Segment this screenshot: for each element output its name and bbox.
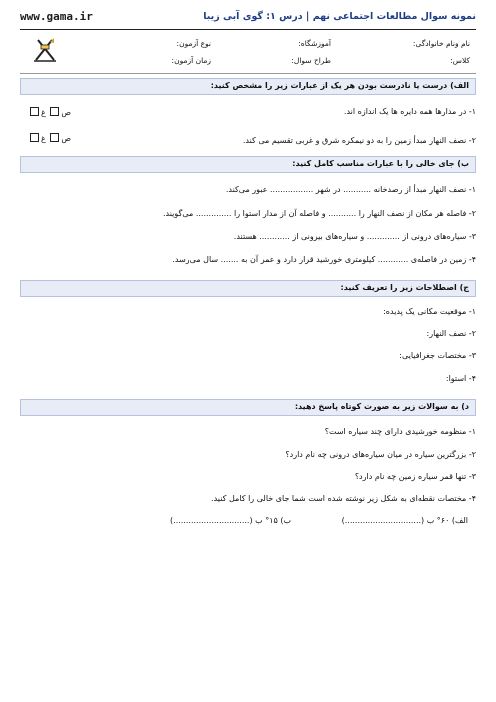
question-c3: ۳- مختصات جغرافیایی:: [399, 351, 476, 360]
question-c4: ۴- استوا:: [445, 374, 476, 383]
question-d1: ۱- منظومه خورشیدی دارای چند سیاره است؟: [324, 427, 476, 436]
question-b4: ۴- زمین در فاصله‌ی ............ کیلومتری خورشید قرار دارد و عمر آن به ....... سال می‌رسد.: [172, 255, 476, 264]
true-false-a2: [28, 133, 71, 143]
true-label: ص: [61, 134, 71, 143]
question-b2: ۲- فاصله هر مکان از نصف النهار را ........... و فاصله آن از مدار استوا را .............. می‌گویند.: [163, 209, 476, 218]
question-c1: ۱- موقعیت مکانی یک پدیده:: [383, 307, 476, 316]
true-checkbox[interactable]: [50, 133, 59, 142]
question-c2: ۲- نصف النهار:: [426, 329, 476, 338]
pencil-ruler-icon: [32, 37, 58, 63]
school-field: آموزشگاه:: [298, 39, 331, 48]
question-d2: ۲- بزرگترین سیاره در میان سیاره‌های درونی چه نام دارد؟: [285, 450, 476, 459]
question-a1: ۱- در مدارها همه دایره ها یک اندازه اند.: [343, 107, 476, 116]
question-b3: ۳- سیاره‌های درونی از ............. و سیاره‌های بیرونی از ............ هستند.: [233, 232, 476, 241]
section-b-title: ب) جای خالی را با عبارات مناسب کامل کنید:: [20, 156, 476, 173]
exam-time-field: زمان آزمون:: [171, 56, 211, 65]
section-short-answer: [20, 399, 476, 539]
designer-field: طراح سوال:: [291, 56, 331, 65]
exam-type-field: نوع آزمون:: [176, 39, 211, 48]
question-d3: ۳- تنها قمر سیاره زمین چه نام دارد؟: [354, 472, 476, 481]
section-fill-blank: [20, 156, 476, 276]
true-checkbox[interactable]: [50, 107, 59, 116]
exam-header: [20, 33, 476, 74]
question-a2: ۲- نصف النهار مبدأ زمین را به دو نیمکره شرق و غربی تقسیم می کند.: [242, 136, 476, 145]
coordinate-fill-b: ب) ۱۵° ب (..............................): [170, 516, 291, 525]
true-label: ص: [61, 108, 71, 117]
section-d-title: د) به سوالات زیر به صورت کوتاه پاسخ دهید:: [20, 399, 476, 416]
section-c-title: ج) اصطلاحات زیر را تعریف کنید:: [20, 280, 476, 297]
coordinate-fill-a: الف) ۶۰° ب (..............................): [341, 516, 468, 525]
document-title: نمونه سوال مطالعات اجتماعی نهم | درس ۱: گوی آبی زیبا: [203, 11, 476, 22]
name-field: نام ونام خانوادگی:: [412, 39, 470, 48]
site-url[interactable]: www.gama.ir: [20, 10, 93, 23]
section-definitions: [20, 280, 476, 390]
section-true-false: [20, 78, 476, 158]
top-divider: [20, 29, 476, 30]
false-label: غ: [41, 134, 46, 143]
false-checkbox[interactable]: [30, 133, 39, 142]
false-checkbox[interactable]: [30, 107, 39, 116]
class-field: کلاس:: [450, 56, 470, 65]
true-false-a1: [28, 107, 71, 117]
section-a-title: الف) درست یا نادرست بودن هر یک از عبارات زیر را مشخص کنید:: [20, 78, 476, 95]
question-b1: ۱- نصف النهار مبدأ از رصدخانه ........... در شهر ................. عبور می‌کند.: [225, 185, 476, 194]
false-label: غ: [41, 108, 46, 117]
question-d4: ۴- مختصات نقطه‌ای به شکل زیر نوشته شده است شما جای خالی را کامل کنید.: [211, 494, 476, 503]
